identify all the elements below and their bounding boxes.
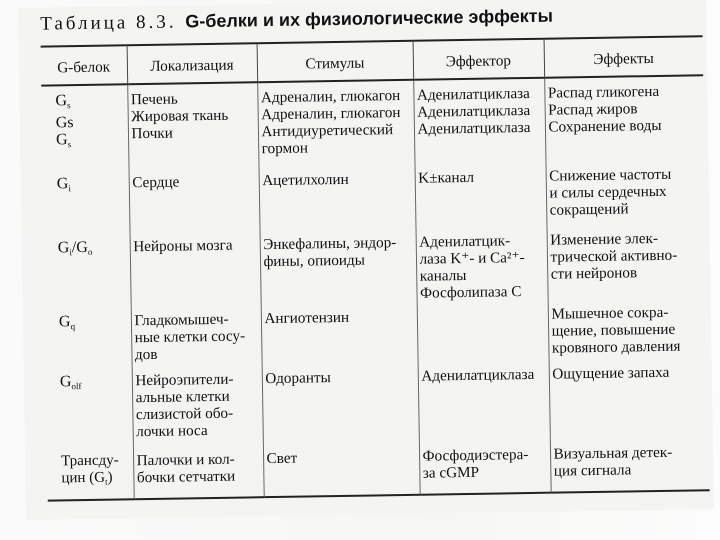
g-proteins-table bbox=[41, 35, 710, 501]
col-localization: Локализация bbox=[127, 43, 258, 84]
cell-effector: Фосфодиэстера- за cGMP bbox=[419, 440, 551, 495]
cell-effector: K±канал bbox=[414, 162, 546, 228]
cell-g-protein: Трансду- цин $(G_t)$ bbox=[47, 446, 134, 500]
table-row bbox=[41, 75, 704, 169]
cell-g-protein: $G_s$ Gs $G_s$ bbox=[55, 92, 74, 150]
cell-localization: Нейроэпители- альные клетки слизистой обо- лочки носа bbox=[132, 364, 263, 446]
cell-effector bbox=[417, 300, 549, 362]
caption-title: G-белки и их физиологические эффекты bbox=[185, 5, 553, 32]
cell-effector: Аденилатцик- лаза K⁺- и Ca²⁺- каналы Фосфолипаза C bbox=[416, 226, 548, 302]
caption-number: Таблица 8.3. bbox=[40, 11, 177, 35]
cell-effects: Снижение частоты и силы сердечных сокращений bbox=[545, 159, 705, 225]
col-g-protein: G-белок bbox=[41, 45, 128, 85]
table-row bbox=[46, 357, 709, 447]
cell-effector: Аденилатциклаза bbox=[418, 360, 550, 442]
cell-stimuli: Ангиотензин bbox=[261, 302, 418, 364]
cell-stimuli: Энкефалины, эндор- фины, опиоиды bbox=[260, 228, 417, 304]
cell-g-protein: $G_{olf}$ bbox=[59, 373, 82, 392]
cell-g-protein: $G_q$ bbox=[58, 313, 76, 332]
table-row bbox=[44, 223, 707, 307]
cell-localization: Сердце bbox=[129, 166, 260, 232]
cell-localization: Палочки и кол- бочки сетчатки bbox=[133, 444, 264, 499]
col-stimuli: Стимулы bbox=[257, 41, 414, 82]
cell-stimuli: Свет bbox=[263, 442, 420, 497]
cell-effects: Распад гликогена Распад жиров Сохранение воды bbox=[544, 75, 704, 161]
cell-effector: Аденилатциклаза Аденилатциклаза Аденилатциклаза bbox=[413, 78, 545, 164]
cell-stimuli: Одоранты bbox=[262, 362, 419, 444]
cell-effects: Изменение элек- трической активно- сти нейронов bbox=[546, 223, 706, 299]
cell-localization: Печень Жировая ткань Почки bbox=[127, 82, 258, 168]
cell-localization: Гладкомышеч- ные клетки сосу- дов bbox=[131, 304, 262, 366]
cell-localization: Нейроны мозга bbox=[130, 230, 261, 306]
scanned-sheet bbox=[18, 0, 714, 520]
cell-effects: Визуальная детек- ция сигнала bbox=[550, 437, 710, 492]
cell-effects: Мышечное сокра- щение, повышение кровяного давления bbox=[548, 297, 708, 359]
table-caption bbox=[40, 6, 553, 36]
cell-effects: Ощущение запаха bbox=[549, 357, 709, 439]
table-row bbox=[45, 297, 708, 367]
col-effects: Эффекты bbox=[544, 36, 704, 77]
cell-g-protein: $G_i$ bbox=[56, 175, 71, 194]
col-effector: Эффектор bbox=[413, 39, 545, 80]
table-row bbox=[43, 159, 706, 233]
cell-g-protein: $G_i/G_o$ bbox=[57, 238, 93, 258]
cell-stimuli: Адреналин, глюкагон Адреналин, глюкагон Антидиуретический гормон bbox=[257, 80, 414, 166]
table-row bbox=[47, 437, 710, 500]
cell-stimuli: Ацетилхолин bbox=[259, 164, 416, 230]
